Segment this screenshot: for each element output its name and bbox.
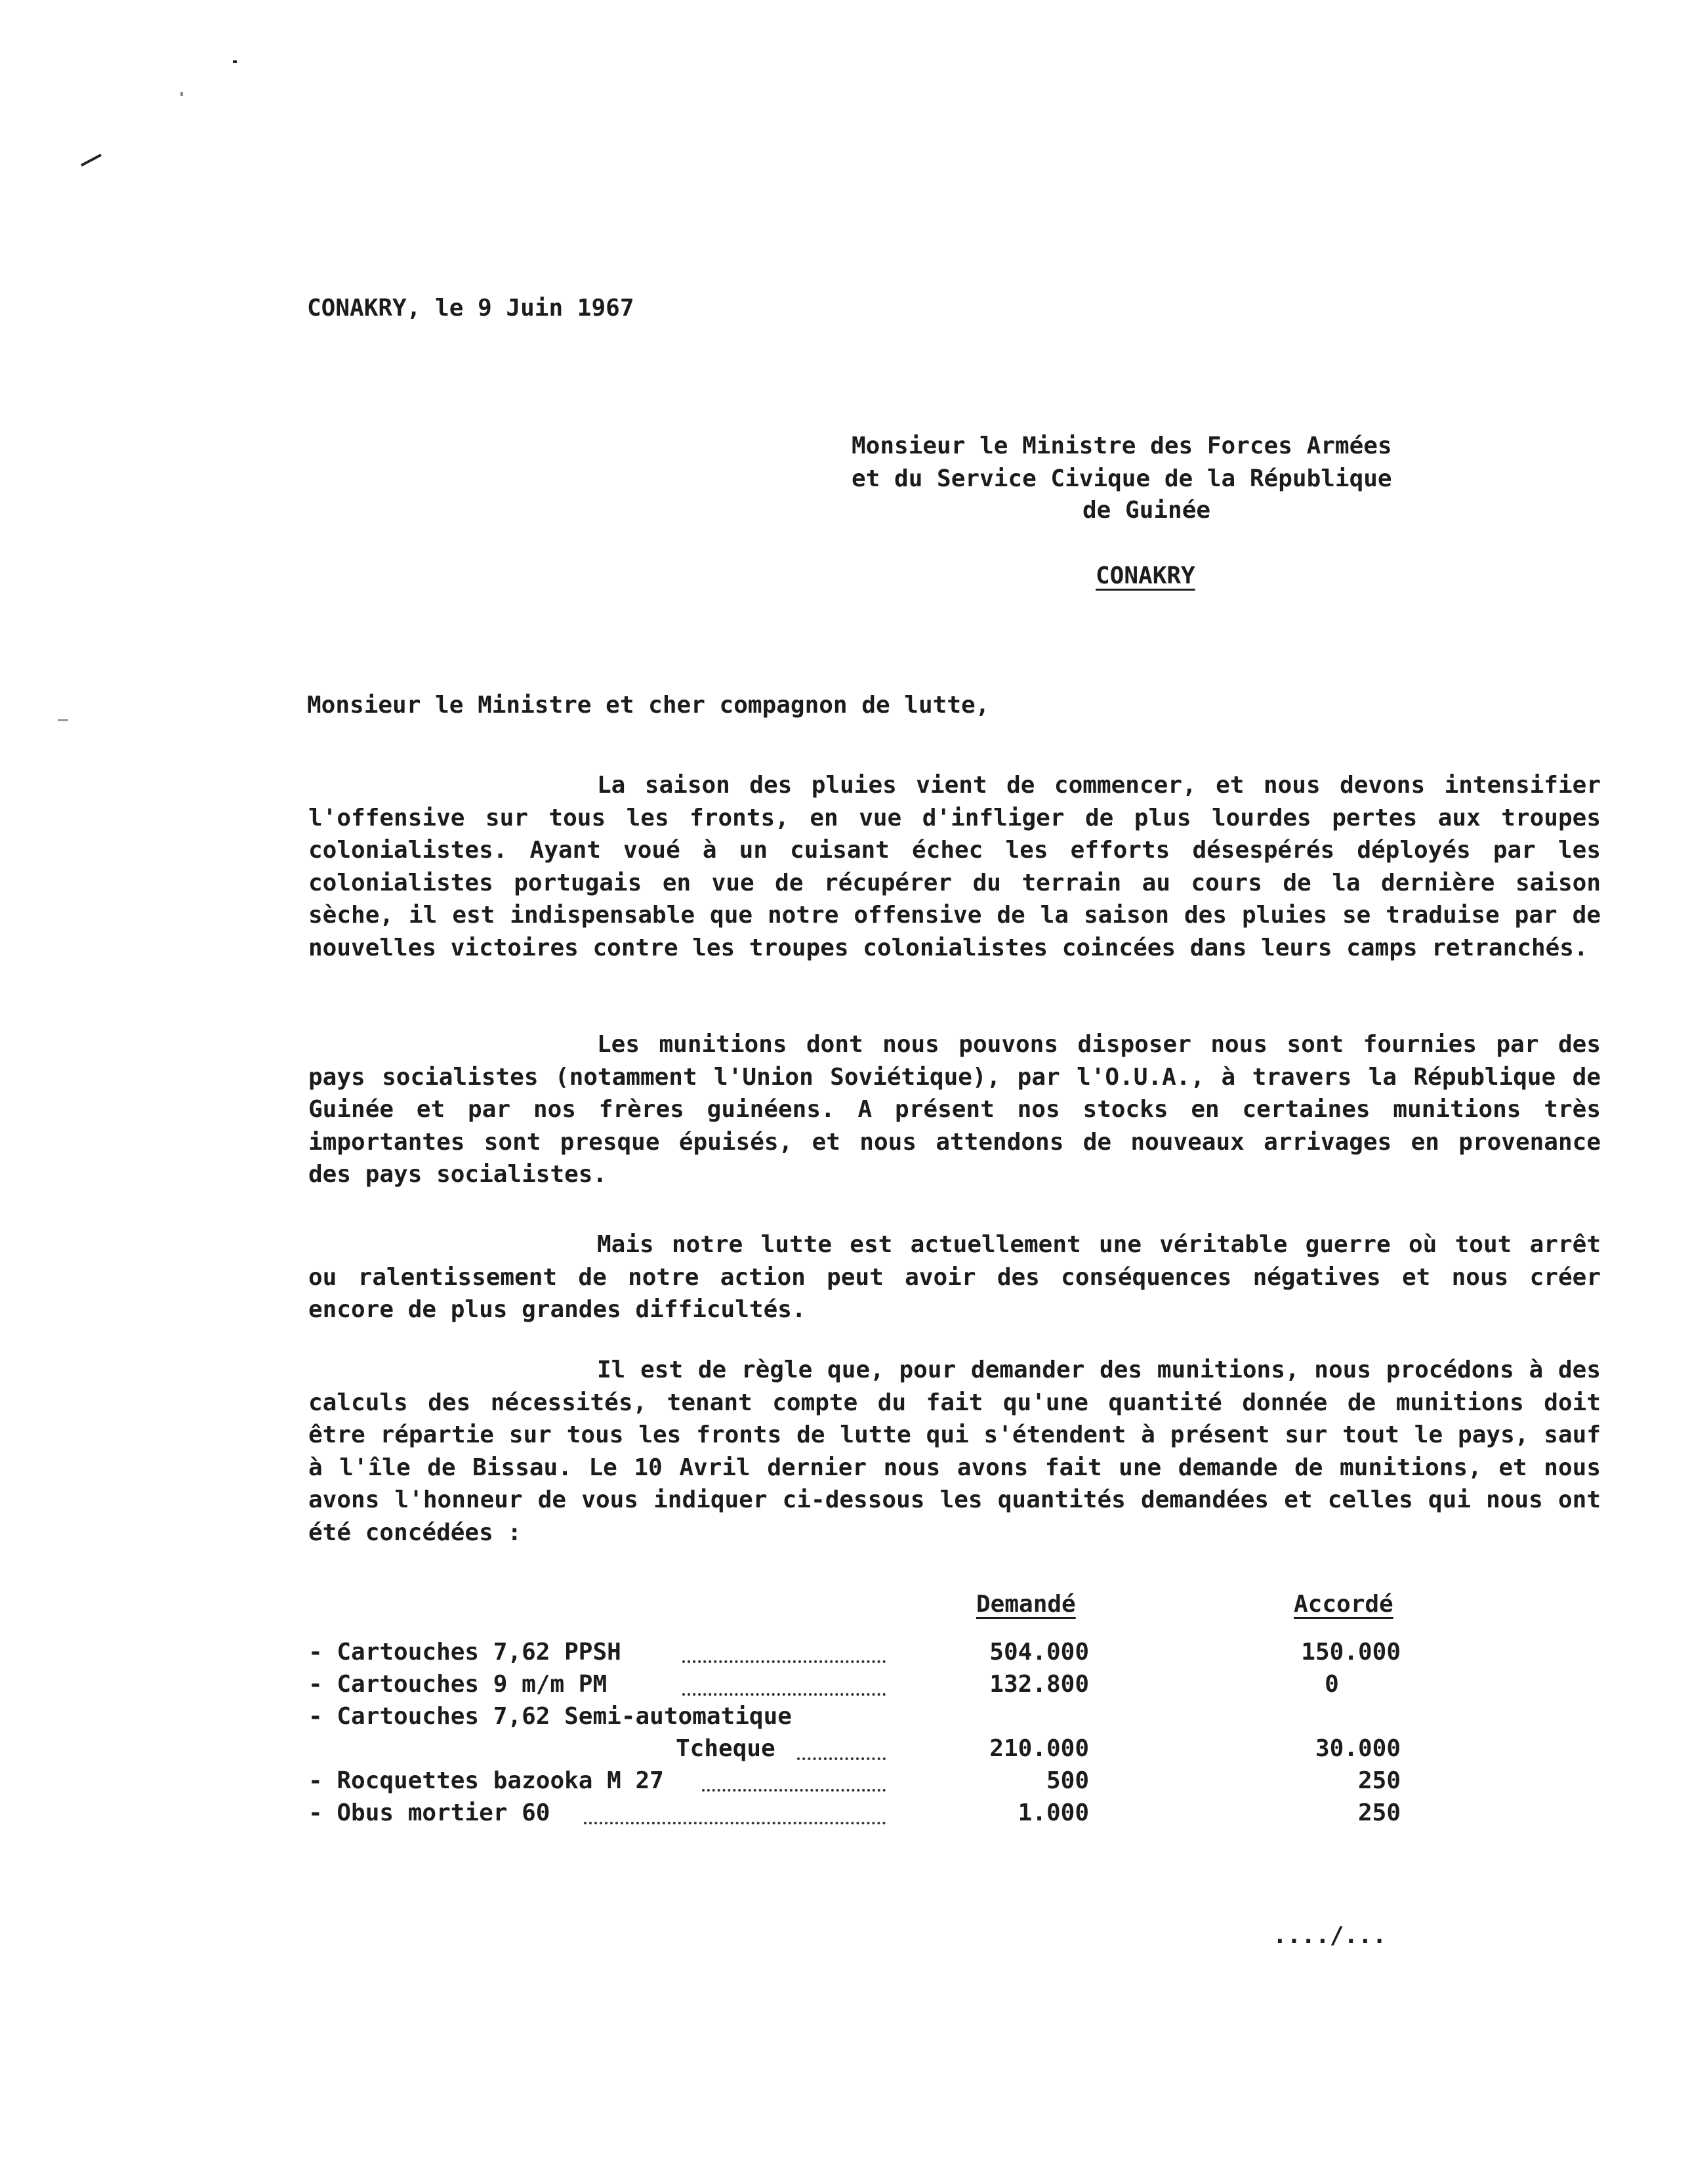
leader-dots	[797, 1757, 886, 1760]
recipient-line-3: de Guinée	[1082, 497, 1211, 524]
recipient-line-1: Monsieur le Ministre des Forces Armées	[852, 432, 1392, 459]
header-granted: Accordé	[1294, 1591, 1393, 1618]
paragraph-4: Il est de règle que, pour demander des munitions, nous procédons à des calculs des nécessités, tenant compte du fait qu'une quantité donnée de munitions doit être répartie sur tous les fronts de lutte qui s'étendent à présent sur tout le pays, sauf à l'île de Bissau. Le 10 Avril dernier nous avons fait une demande de munitions, et nous avons l'honneur de vous indiquer ci-dessous les quantités demandées et celles qui nous ont été concédées :	[308, 1356, 1601, 1546]
row-5-label: - Obus mortier 60	[308, 1799, 550, 1826]
scan-mark	[81, 154, 102, 166]
place-date: CONAKRY, le 9 Juin 1967	[307, 295, 634, 322]
paragraph-3: Mais notre lutte est actuellement une véritable guerre où tout arrêt ou ralentissement de notre action peut avoir des conséquences négatives et nous créer encore de plus grandes difficultés.	[308, 1231, 1601, 1323]
row-3-granted: 30.000	[1315, 1735, 1401, 1762]
paragraph-2: Les munitions dont nous pouvons disposer nous sont fournies par des pays socialistes (notamment l'Union Soviétique), par l'O.U.A., à travers la République de Guinée et par nos frères guinéens. A présent nos stocks en certaines munitions très importantes sont presque épuisés, et nous attendons de nouveaux arrivages en provenance des pays socialistes.	[308, 1031, 1601, 1188]
leader-dots	[702, 1789, 886, 1792]
row-3-label: - Cartouches 7,62 Semi-automatique	[308, 1703, 792, 1730]
paragraph-1: La saison des pluies vient de commencer, et nous devons intensifier l'offensive sur tous les fronts, en vue d'infliger de plus lourdes pertes aux troupes colonialistes. Ayant voué à un cuisant échec les efforts désespérés déployés par les colonialistes portugais en vue de récupérer du terrain au cours de la dernière saison sèche, il est indispensable que notre offensive de la saison des pluies se traduise par de nouvelles victoires contre les troupes colonialistes coincées dans leurs camps retranchés.	[308, 772, 1601, 961]
scan-mark	[58, 719, 68, 721]
row-5-granted: 250	[1357, 1799, 1401, 1826]
scan-mark	[180, 92, 183, 96]
row-1-label: - Cartouches 7,62 PPSH	[308, 1639, 621, 1666]
row-3-label-cont: Tcheque	[676, 1735, 775, 1762]
header-requested: Demandé	[976, 1591, 1076, 1618]
row-4-requested: 500	[1046, 1767, 1089, 1794]
row-2-granted: 0	[1325, 1671, 1339, 1698]
recipient-city: CONAKRY	[1096, 562, 1195, 589]
row-1-requested: 504.000	[989, 1639, 1089, 1666]
row-3-requested: 210.000	[989, 1735, 1089, 1762]
row-5-requested: 1.000	[1018, 1799, 1089, 1826]
leader-dots	[682, 1693, 886, 1696]
row-4-granted: 250	[1357, 1767, 1401, 1794]
scan-mark	[233, 60, 237, 63]
row-4-label: - Rocquettes bazooka M 27	[308, 1767, 664, 1794]
recipient-line-2: et du Service Civique de la République	[852, 465, 1392, 492]
leader-dots	[682, 1660, 886, 1663]
leader-dots	[584, 1822, 886, 1824]
salutation: Monsieur le Ministre et cher compagnon de lutte,	[307, 692, 990, 719]
row-2-requested: 132.800	[989, 1671, 1089, 1698]
continued-marker: ..../...	[1273, 1922, 1387, 1949]
row-1-granted: 150.000	[1301, 1639, 1401, 1666]
row-2-label: - Cartouches 9 m/m PM	[308, 1671, 608, 1698]
